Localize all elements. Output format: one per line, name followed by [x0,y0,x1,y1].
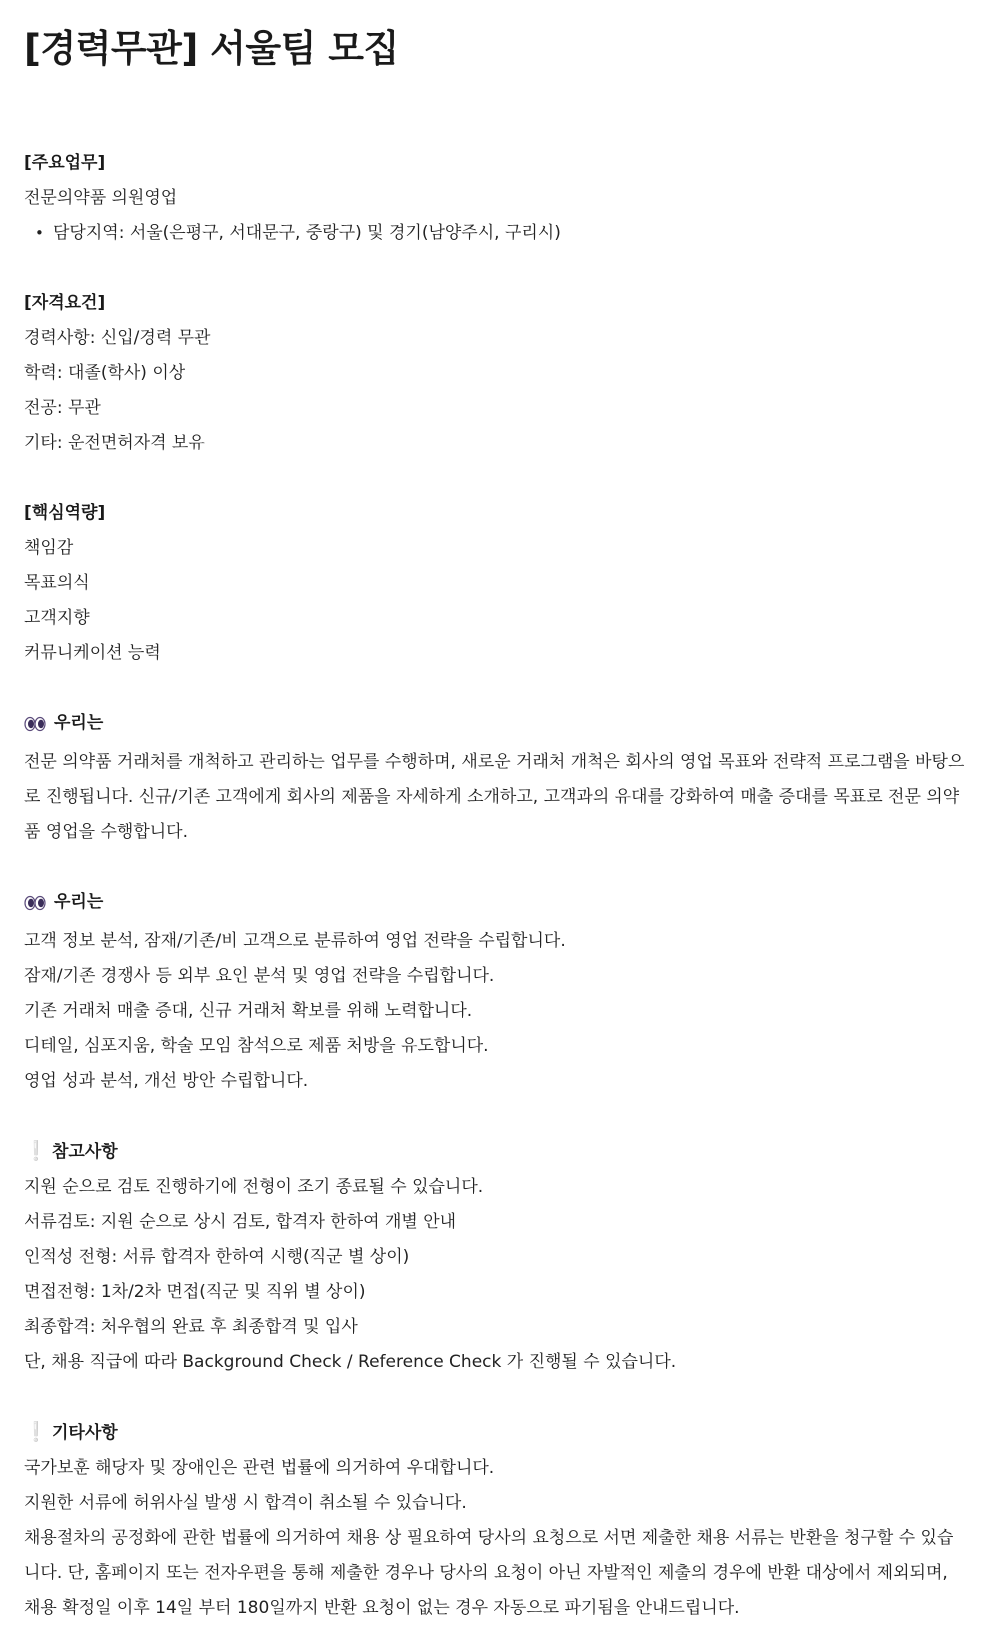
list-item: 영업 성과 분석, 개선 방안 수립합니다. [24,1071,309,1091]
list-item: 국가보훈 해당자 및 장애인은 관련 법률에 의거하여 우대합니다. [24,1458,495,1478]
list-item: 책임감 [24,538,74,558]
section-heading [24,1134,971,1170]
section-heading [24,885,971,924]
section-about-1 [24,706,971,850]
section-etc [24,1415,971,1626]
title-spacer [24,80,971,146]
section-duties [24,146,971,251]
section-heading: [핵심역량] [24,503,106,523]
list-item: 인적성 전형: 서류 합격자 한하여 시행(직군 별 상이) [24,1247,410,1267]
list-item: 커뮤니케이션 능력 [24,643,161,663]
section-about-2 [24,885,971,1099]
list-item: 면접전형: 1차/2차 면접(직군 및 직위 별 상이) [24,1282,366,1302]
exclamation-icon: ❕ [24,1421,48,1443]
section-competencies [24,496,971,671]
section-heading-text: 기타사항 [52,1423,118,1443]
page-title: [경력무관] 서울팀 모집 [24,27,399,70]
list-item: 고객지향 [24,608,90,628]
eyes-icon [24,710,46,745]
list-item: 지원한 서류에 허위사실 발생 시 합격이 취소될 수 있습니다. [24,1493,467,1513]
duty-line: 전문의약품 의원영업 [24,188,178,208]
list-item: 전공: 무관 [24,398,101,418]
section-heading [24,1415,971,1451]
eyes-icon [24,889,46,924]
section-heading-text: 우리는 [54,892,104,912]
list-item: 단, 채용 직급에 따라 Background Check / Reference Check 가 진행될 수 있습니다. [24,1352,677,1372]
exclamation-icon: ❕ [24,1140,48,1162]
etc-paragraph: 채용절차의 공정화에 관한 법률에 의거하여 채용 상 필요하여 당사의 요청으로 서면 제출한 채용 서류는 반환을 청구할 수 있습니다. 단, 홈페이지 또는 전자우편을 통해 제출한 경우나 당사의 요청이 아닌 자발적인 제출의 경우에 반환 대상에서 제외되며, 채용 확정일 이후 14일 부터 180일까지 반환 요청이 없는 경우 자동으로 파기됨을 안내드립니다. [24,1528,954,1618]
list-item: 지원 순으로 검토 진행하기에 전형이 조기 종료될 수 있습니다. [24,1177,484,1197]
bullet-icon: • [35,224,44,242]
list-item: 목표의식 [24,573,90,593]
list-item: 기존 거래처 매출 증대, 신규 거래처 확보를 위해 노력합니다. [24,1001,473,1021]
section-heading [24,706,971,745]
duty-bullet [24,216,971,251]
list-item: 서류검토: 지원 순으로 상시 검토, 합격자 한하여 개별 안내 [24,1212,457,1232]
list-item: 고객 정보 분석, 잠재/기존/비 고객으로 분류하여 영업 전략을 수립합니다. [24,931,566,951]
about-paragraph: 전문 의약품 거래처를 개척하고 관리하는 업무를 수행하며, 새로운 거래처 개척은 회사의 영업 목표와 전략적 프로그램을 바탕으로 진행됩니다. 신규/기존 고객에게 회사의 제품을 자세하게 소개하고, 고객과의 유대를 강화하여 매출 증대를 목표로 전문 의약품 영업을 수행합니다. [24,752,965,842]
section-heading-text: 우리는 [54,713,104,733]
section-heading: [주요업무] [24,153,106,173]
section-notes [24,1134,971,1380]
list-item: 최종합격: 처우협의 완료 후 최종합격 및 입사 [24,1317,358,1337]
list-item: 기타: 운전면허자격 보유 [24,433,205,453]
list-item: 잠재/기존 경쟁사 등 외부 요인 분석 및 영업 전략을 수립합니다. [24,966,495,986]
section-qualifications [24,286,971,461]
list-item: 학력: 대졸(학사) 이상 [24,363,186,383]
list-item: 디테일, 심포지움, 학술 모임 참석으로 제품 처방을 유도합니다. [24,1036,489,1056]
section-heading-text: 참고사항 [52,1142,118,1162]
section-heading: [자격요건] [24,293,106,313]
list-item: 경력사항: 신입/경력 무관 [24,328,211,348]
duty-bullet-text: 담당지역: 서울(은평구, 서대문구, 중랑구) 및 경기(남양주시, 구리시) [53,223,561,243]
